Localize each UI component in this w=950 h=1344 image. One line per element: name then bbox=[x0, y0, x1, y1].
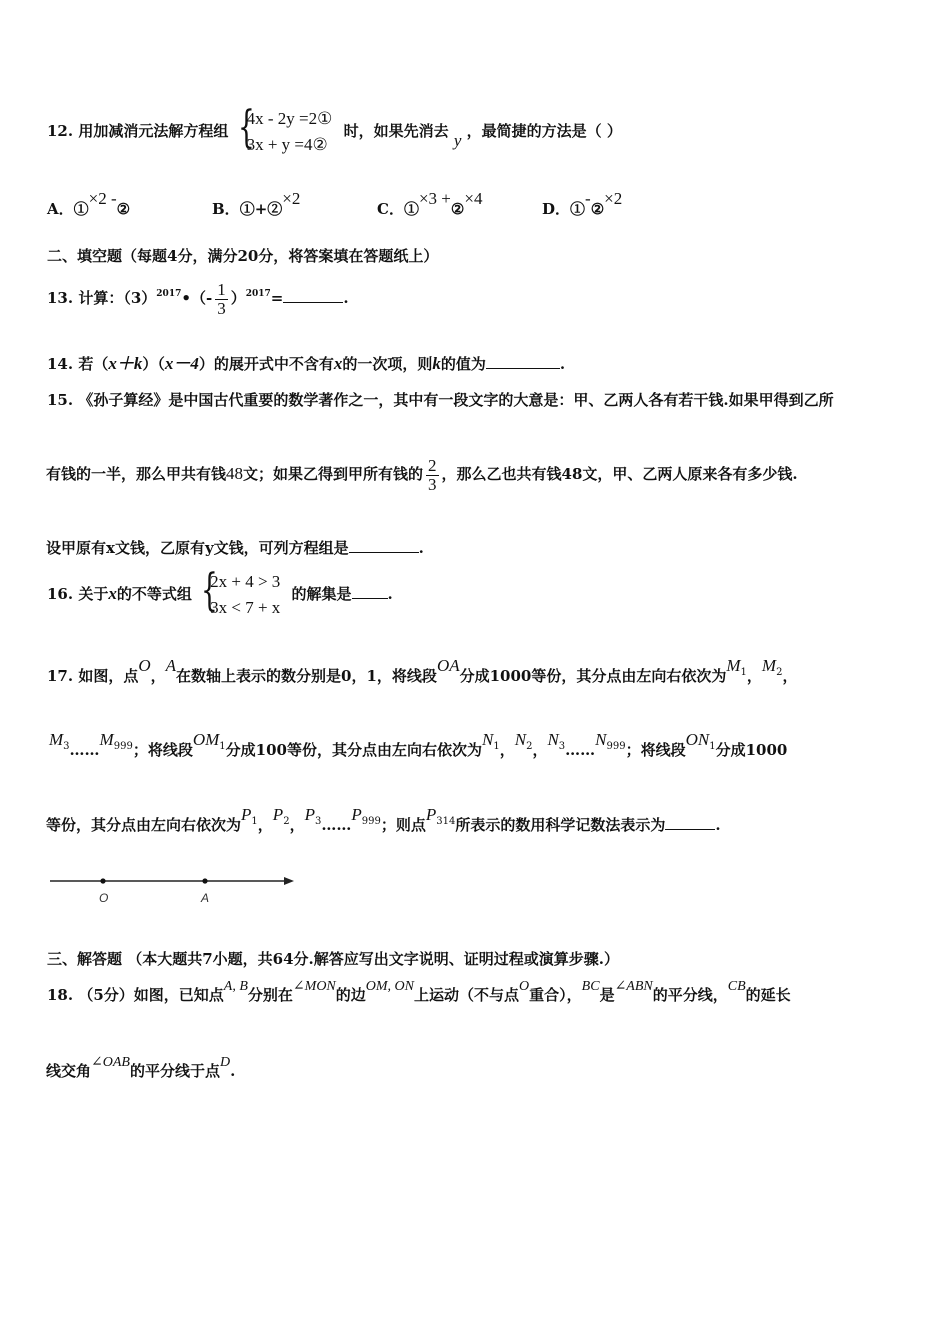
subscript: 3 bbox=[314, 816, 322, 827]
number-48: 48 bbox=[226, 464, 244, 483]
answer-blank[interactable] bbox=[349, 538, 419, 553]
brace-icon: { bbox=[201, 565, 218, 616]
point-P: P bbox=[351, 805, 362, 824]
option-c[interactable] bbox=[377, 189, 483, 219]
point-M: M bbox=[99, 730, 114, 749]
question-text: •（- bbox=[181, 289, 213, 307]
exponent: 2017 bbox=[156, 289, 182, 299]
point-N: N bbox=[547, 730, 559, 749]
subscript: 1 bbox=[251, 816, 258, 827]
subscript: 999 bbox=[361, 816, 381, 827]
subscript: 1 bbox=[493, 741, 500, 752]
segment-ON: ON bbox=[685, 730, 710, 749]
question-text: 的值为 bbox=[440, 355, 486, 373]
subscript: 3 bbox=[63, 741, 70, 752]
point-P: P bbox=[304, 805, 315, 824]
question-text: ；将线段 bbox=[132, 741, 193, 759]
option-a[interactable] bbox=[47, 189, 131, 219]
question-15-line-2 bbox=[46, 454, 798, 494]
option-label: C． bbox=[377, 200, 404, 218]
option-operator: ×2 bbox=[282, 189, 301, 208]
equation-2: 3x + y =4② bbox=[246, 135, 328, 154]
question-text: 分成1000等份，其分点由左向右依次为 bbox=[459, 667, 727, 685]
option-text: ① bbox=[570, 200, 586, 218]
question-text: 关于 bbox=[78, 585, 109, 603]
question-text: 在数轴上表示的数分别是0，1，将线段 bbox=[176, 667, 437, 685]
question-text: （5分）如图，已知点 bbox=[78, 986, 224, 1004]
answer-blank[interactable] bbox=[665, 815, 715, 830]
rays-OM-ON: OM, ON bbox=[365, 979, 415, 994]
question-text: 如图，点 bbox=[78, 667, 139, 685]
question-text: 分成100等份，其分点由左向右依次为 bbox=[225, 741, 482, 759]
question-text: 的解集是 bbox=[291, 585, 352, 603]
option-operator: ×4 bbox=[464, 189, 483, 208]
question-12 bbox=[47, 102, 622, 158]
comma: ， bbox=[746, 667, 762, 685]
option-text: ①+② bbox=[239, 200, 283, 218]
question-text: 分成1000 bbox=[715, 741, 788, 759]
question-text: 上运动（不与点 bbox=[414, 986, 520, 1004]
point-M: M bbox=[726, 656, 741, 675]
fraction bbox=[426, 457, 439, 494]
question-text: ）（ bbox=[142, 355, 165, 373]
question-text: 有钱的一半，那么甲共有钱 bbox=[46, 465, 227, 483]
subscript: 314 bbox=[436, 816, 456, 827]
option-label: B． bbox=[212, 200, 240, 218]
question-13 bbox=[47, 276, 349, 318]
expression: x＋k bbox=[108, 354, 143, 373]
option-d[interactable] bbox=[542, 189, 623, 219]
denominator: 3 bbox=[428, 474, 437, 494]
question-text: 线交角 bbox=[46, 1062, 92, 1080]
point-D: D bbox=[219, 1055, 231, 1070]
question-17-line-2 bbox=[49, 730, 788, 767]
question-text: 的平分线， bbox=[652, 986, 728, 1004]
period: . bbox=[715, 816, 721, 834]
comma: ， bbox=[532, 741, 548, 759]
ellipsis: …… bbox=[565, 741, 596, 759]
question-text: 设甲原有x文钱，乙原有y文钱，可列方程组是 bbox=[46, 539, 349, 557]
arrow-icon bbox=[284, 877, 294, 885]
question-18-line-1 bbox=[47, 979, 791, 1007]
question-text: 的边 bbox=[335, 986, 366, 1004]
option-text: ① bbox=[403, 200, 419, 218]
period: . bbox=[230, 1062, 236, 1080]
subscript: 1 bbox=[740, 667, 747, 678]
option-operator: ×2 bbox=[604, 189, 623, 208]
question-text: = bbox=[270, 289, 284, 307]
question-text: ） bbox=[230, 289, 246, 307]
point-P: P bbox=[425, 805, 437, 824]
option-text: ① bbox=[73, 200, 89, 218]
inequality-1: 2x + 4 > 3 bbox=[210, 572, 281, 591]
subscript: 3 bbox=[558, 741, 566, 752]
answer-blank[interactable] bbox=[486, 354, 560, 369]
denominator: 3 bbox=[217, 298, 226, 318]
option-label: A． bbox=[47, 200, 74, 218]
question-text: 的平分线于点 bbox=[129, 1062, 220, 1080]
question-17-line-3 bbox=[46, 805, 721, 842]
question-text: ；则点 bbox=[380, 816, 426, 834]
points-AB: A, B bbox=[223, 979, 248, 994]
inequality-system bbox=[201, 565, 281, 621]
variable-k: k bbox=[432, 354, 441, 373]
question-text: 的延长 bbox=[745, 986, 791, 1004]
subscript: 2 bbox=[526, 741, 533, 752]
question-text: 分别在 bbox=[247, 986, 293, 1004]
question-text: 重合）， bbox=[529, 986, 582, 1004]
comma: ， bbox=[499, 741, 515, 759]
number-line-figure bbox=[48, 872, 298, 908]
option-label: D． bbox=[542, 200, 571, 218]
subscript: 1 bbox=[709, 741, 716, 752]
comma: ， bbox=[782, 667, 798, 685]
question-number: 14. bbox=[47, 355, 74, 373]
point-M: M bbox=[49, 730, 64, 749]
answer-blank[interactable] bbox=[283, 288, 343, 303]
question-number: 15. bbox=[47, 391, 74, 409]
question-16 bbox=[47, 565, 393, 621]
answer-blank[interactable] bbox=[352, 584, 388, 599]
angle-ABN: ∠ABN bbox=[614, 979, 653, 994]
variable-y: y bbox=[453, 131, 462, 150]
option-operator: ×2 - bbox=[88, 189, 117, 208]
question-18-line-2 bbox=[46, 1055, 236, 1083]
equation-system bbox=[237, 102, 333, 158]
point-N: N bbox=[481, 730, 494, 749]
option-text: ② bbox=[116, 200, 131, 218]
subscript: 1 bbox=[219, 741, 226, 752]
option-text: ② bbox=[590, 200, 605, 218]
question-text: ，那么乙也共有钱48文，甲、乙两人原来各有多少钱. bbox=[441, 465, 798, 483]
question-number: 13. bbox=[47, 289, 74, 307]
question-text: 计算：（3） bbox=[78, 289, 157, 307]
question-text: 等份，其分点由左向右依次为 bbox=[46, 816, 242, 834]
point-O-dot bbox=[100, 878, 105, 883]
question-number: 17. bbox=[47, 667, 74, 685]
question-15-line-3 bbox=[46, 538, 424, 558]
option-b[interactable] bbox=[212, 189, 301, 219]
variable-x: x bbox=[333, 354, 343, 373]
section-heading-fill-in: 二、填空题（每题4分，满分20分，将答案填在答题纸上） bbox=[47, 247, 439, 265]
point-N: N bbox=[595, 730, 607, 749]
option-operator: ×3 + bbox=[418, 189, 451, 208]
variable-x: x bbox=[108, 584, 117, 603]
comma: ， bbox=[150, 667, 166, 685]
exponent: 2017 bbox=[245, 289, 271, 299]
ellipsis: …… bbox=[321, 816, 352, 834]
comma: ， bbox=[257, 816, 273, 834]
point-A: A bbox=[165, 656, 177, 675]
question-text: 用加减消元法解方程组 bbox=[78, 122, 229, 140]
question-15-line-1 bbox=[47, 390, 834, 410]
period: . bbox=[418, 539, 424, 557]
section-heading-solve: 三、解答题 （本大题共7小题，共64分.解答应写出文字说明、证明过程或演算步骤.） bbox=[47, 950, 619, 968]
ray-CB: CB bbox=[727, 979, 746, 994]
label-A: A bbox=[201, 891, 210, 905]
question-text: 《孙子算经》是中国古代重要的数学著作之一，其中有一段文字的大意是：甲、乙两人各有若干钱.如果甲得到乙所 bbox=[78, 391, 834, 409]
ray-BC: BC bbox=[581, 979, 600, 994]
question-17-line-1 bbox=[47, 656, 798, 693]
period: . bbox=[387, 585, 393, 603]
segment-OA: OA bbox=[436, 656, 460, 675]
question-text: 是 bbox=[599, 986, 615, 1004]
question-text: 的不等式组 bbox=[116, 585, 192, 603]
question-number: 16. bbox=[47, 585, 74, 603]
subscript: 999 bbox=[113, 741, 133, 752]
option-text: ② bbox=[450, 200, 465, 218]
ellipsis: …… bbox=[69, 741, 100, 759]
question-text: 的一次项，则 bbox=[342, 355, 433, 373]
point-P: P bbox=[272, 805, 284, 824]
question-text: ；将线段 bbox=[625, 741, 686, 759]
question-text: ）的展开式中不含有 bbox=[198, 355, 334, 373]
subscript: 999 bbox=[606, 741, 626, 752]
point-M: M bbox=[761, 656, 777, 675]
question-text: 所表示的数用科学记数法表示为 bbox=[455, 816, 666, 834]
point-O: O bbox=[519, 979, 530, 994]
brace-icon: { bbox=[237, 102, 255, 153]
angle-MON: ∠MON bbox=[292, 979, 336, 994]
question-text: ，最简捷的方法是（ ） bbox=[466, 122, 622, 140]
numerator: 2 bbox=[428, 455, 437, 475]
comma: ， bbox=[289, 816, 305, 834]
question-number: 18. bbox=[47, 986, 74, 1004]
inequality-2: 3x < 7 + x bbox=[210, 598, 281, 617]
point-P: P bbox=[241, 805, 252, 824]
angle-OAB: ∠OAB bbox=[91, 1055, 130, 1070]
question-14 bbox=[47, 354, 565, 374]
question-text: 文；如果乙得到甲所有钱的 bbox=[243, 465, 424, 483]
numerator: 1 bbox=[217, 279, 226, 299]
expression: x－4 bbox=[164, 354, 199, 373]
period: . bbox=[343, 289, 349, 307]
point-A-dot bbox=[202, 878, 207, 883]
question-text: 时，如果先消去 bbox=[343, 122, 449, 140]
period: . bbox=[559, 355, 566, 373]
label-O: O bbox=[99, 891, 109, 905]
subscript: 2 bbox=[283, 816, 290, 827]
segment-OM: OM bbox=[192, 730, 220, 749]
question-number: 12. bbox=[47, 122, 74, 140]
fraction bbox=[215, 281, 228, 318]
question-text: 若（ bbox=[78, 355, 109, 373]
point-N: N bbox=[514, 730, 527, 749]
equation-1: 4x - 2y =2① bbox=[246, 109, 333, 128]
point-O: O bbox=[138, 656, 151, 675]
option-operator: - bbox=[585, 189, 591, 208]
subscript: 2 bbox=[776, 667, 783, 678]
